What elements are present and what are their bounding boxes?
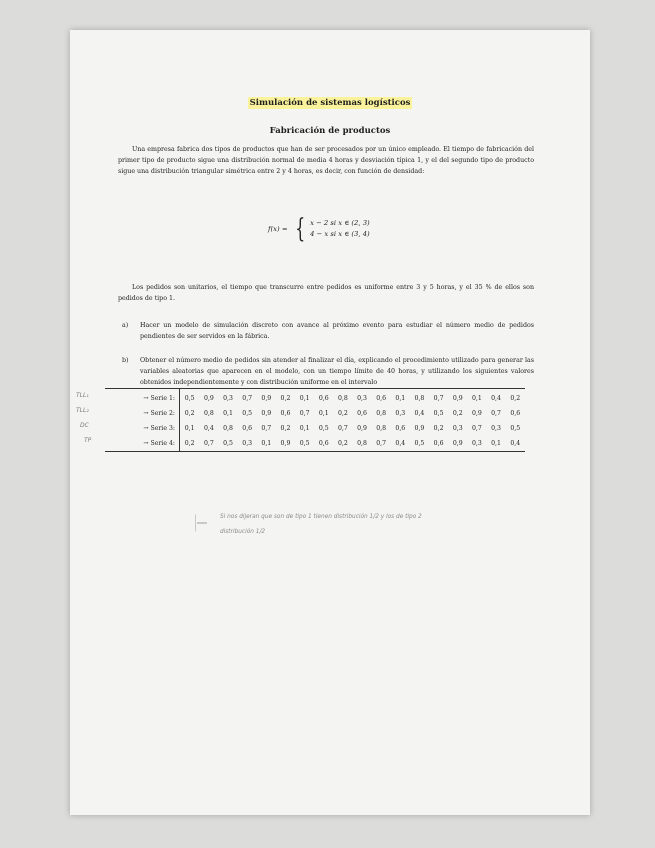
table-cell: 0,8 (223, 424, 233, 432)
table-cell: 0,4 (395, 439, 406, 447)
table-row (105, 406, 525, 421)
paragraph-2: Los pedidos son unitarios, el tiempo que transcurre entre pedidos es uniforme entre 3 y 5 horas, y el 35 % de ellos son pedidos de tipo 1. (118, 284, 534, 302)
table-cell: 0,1 (395, 394, 406, 402)
table-cell: 0,3 (357, 394, 367, 402)
table-cell: 0,6 (376, 394, 387, 402)
table-row (105, 421, 525, 436)
series-label: → Serie 1: (105, 389, 180, 406)
row-tag-4: TP (84, 437, 92, 444)
table-cell: 0,6 (510, 409, 521, 417)
formula-brace: { (294, 214, 305, 244)
table-cell: 0,7 (433, 394, 444, 402)
table-cell: 0,7 (491, 409, 501, 417)
table-cell: 0,1 (471, 394, 482, 402)
table-cell: 0,2 (433, 424, 444, 432)
row-tag-2: TLL₂ (76, 407, 89, 414)
table-cell: 0,9 (203, 394, 214, 402)
table-cell: 0,3 (471, 439, 482, 447)
handwritten-note-1: Si nos dijeran que son de tipo 1 tienen distribución 1/2 y los de tipo 2 (220, 514, 422, 520)
table-cell: 0,6 (242, 424, 253, 432)
table-cell: 0,2 (452, 409, 463, 417)
table-cell: 0,5 (223, 439, 233, 447)
series-label: → Serie 3: (105, 421, 180, 436)
handwritten-note-2: distribución 1/2 (220, 529, 266, 535)
item-a (122, 320, 534, 342)
table-cell: 0,1 (223, 409, 233, 417)
document-title: Simulación de sistemas logísticos (249, 98, 411, 108)
item-b-text: Obtener el número medio de pedidos sin atender al finalizar el día, explicando el procedimiento utilizado para generar las variables aleatorias que aparecen en el modelo, con un tiempo límite de 40 horas, y utilizando los siguientes valores obtenidos independientemente y con distribución uniforme en el intervalo (140, 357, 534, 386)
table-cell: 0,1 (299, 424, 310, 432)
document-page (70, 30, 590, 815)
table-cell: 0,2 (337, 409, 348, 417)
table-cell: 0,9 (452, 394, 463, 402)
table-cell: 0,5 (299, 439, 310, 447)
table-cell: 0,3 (242, 439, 253, 447)
table-cell: 0,9 (452, 439, 463, 447)
table-cell: 0,9 (261, 394, 272, 402)
series-label: → Serie 4: (105, 436, 180, 451)
table-cell: 0,2 (510, 394, 521, 402)
table-cell: 0,6 (280, 409, 291, 417)
table-cell: 0,1 (184, 424, 195, 432)
table-cell: 0,4 (203, 424, 214, 432)
table-cell: 0,1 (318, 409, 329, 417)
table-cell: 0,5 (433, 409, 444, 417)
formula-case-2: 4 − x si x ∈ (3, 4) (310, 230, 370, 238)
row-tag-1: TLL₁ (76, 392, 89, 399)
formula-lhs: f(x) = (268, 225, 288, 233)
table-cell: 0,3 (452, 424, 463, 432)
table-cell: 0,2 (280, 424, 291, 432)
table-cell: 0,7 (376, 439, 387, 447)
table-cell: 0,1 (261, 439, 272, 447)
table-cell: 0,6 (433, 439, 444, 447)
table-cell: 0,7 (203, 439, 214, 447)
table-cell: 0,7 (299, 409, 310, 417)
table-cell: 0,5 (414, 439, 425, 447)
table-cell: 0,2 (184, 409, 195, 417)
table-cell: 0,5 (318, 424, 329, 432)
table-cell: 0,9 (357, 424, 367, 432)
table-cell: 0,7 (242, 394, 253, 402)
table-cell: 0,3 (223, 394, 233, 402)
random-values-table (105, 388, 525, 452)
table-cell: 0,7 (471, 424, 482, 432)
table-cell: 0,3 (395, 409, 406, 417)
table-cell: 0,6 (395, 424, 406, 432)
table-cell: 0,9 (471, 409, 482, 417)
paragraph-1: Una empresa fabrica dos tipos de productos que han de ser procesados por un único empleado. El tiempo de fabricación del primer tipo de producto sigue una distribución normal de media 4 horas y desviación típica 1, y el del segundo tipo de producto sigue una distribución triangular simétrica entre 2 y 4 horas, es decir, con función de densidad: (118, 146, 534, 175)
item-b (122, 355, 534, 388)
table-cell: 0,3 (491, 424, 501, 432)
table-cell: 0,6 (318, 394, 329, 402)
density-formula (268, 216, 370, 242)
table-cell: 0,5 (510, 424, 521, 432)
table-cell: 0,6 (318, 439, 329, 447)
item-a-text: Hacer un modelo de simulación discreto con avance al próximo evento para estudiar el número medio de pedidos pendientes de ser servidos en la fábrica. (140, 322, 534, 340)
table-cell: 0,8 (203, 409, 214, 417)
table-cell: 0,2 (184, 439, 195, 447)
table-cell: 0,9 (280, 439, 291, 447)
item-a-label: a) (122, 322, 129, 329)
table-cell: 0,8 (376, 409, 387, 417)
table-cell: 0,8 (357, 439, 367, 447)
table-row (105, 389, 525, 406)
row-tag-3: DC (80, 422, 89, 429)
item-b-label: b) (122, 357, 129, 364)
table-cell: 0,7 (337, 424, 348, 432)
table-cell: 0,9 (261, 409, 272, 417)
table-cell: 0,5 (242, 409, 253, 417)
table-cell: 0,9 (414, 424, 425, 432)
table-cell: 0,4 (510, 439, 521, 447)
table-cell: 0,8 (337, 394, 348, 402)
series-label: → Serie 2: (105, 406, 180, 421)
table-row (105, 436, 525, 451)
table-cell: 0,1 (299, 394, 310, 402)
table-cell: 0,7 (261, 424, 272, 432)
table-cell: 0,2 (337, 439, 348, 447)
table-cell: 0,1 (491, 439, 501, 447)
table-cell: 0,4 (491, 394, 501, 402)
document-subtitle: Fabricación de productos (269, 126, 391, 136)
table-cell: 0,8 (414, 394, 425, 402)
formula-case-1: x − 2 si x ∈ (2, 3) (310, 219, 370, 227)
table-cell: 0,4 (414, 409, 425, 417)
table-cell: 0,8 (376, 424, 387, 432)
table-cell: 0,5 (184, 394, 195, 402)
table-cell: 0,2 (280, 394, 291, 402)
table-cell: 0,6 (357, 409, 367, 417)
